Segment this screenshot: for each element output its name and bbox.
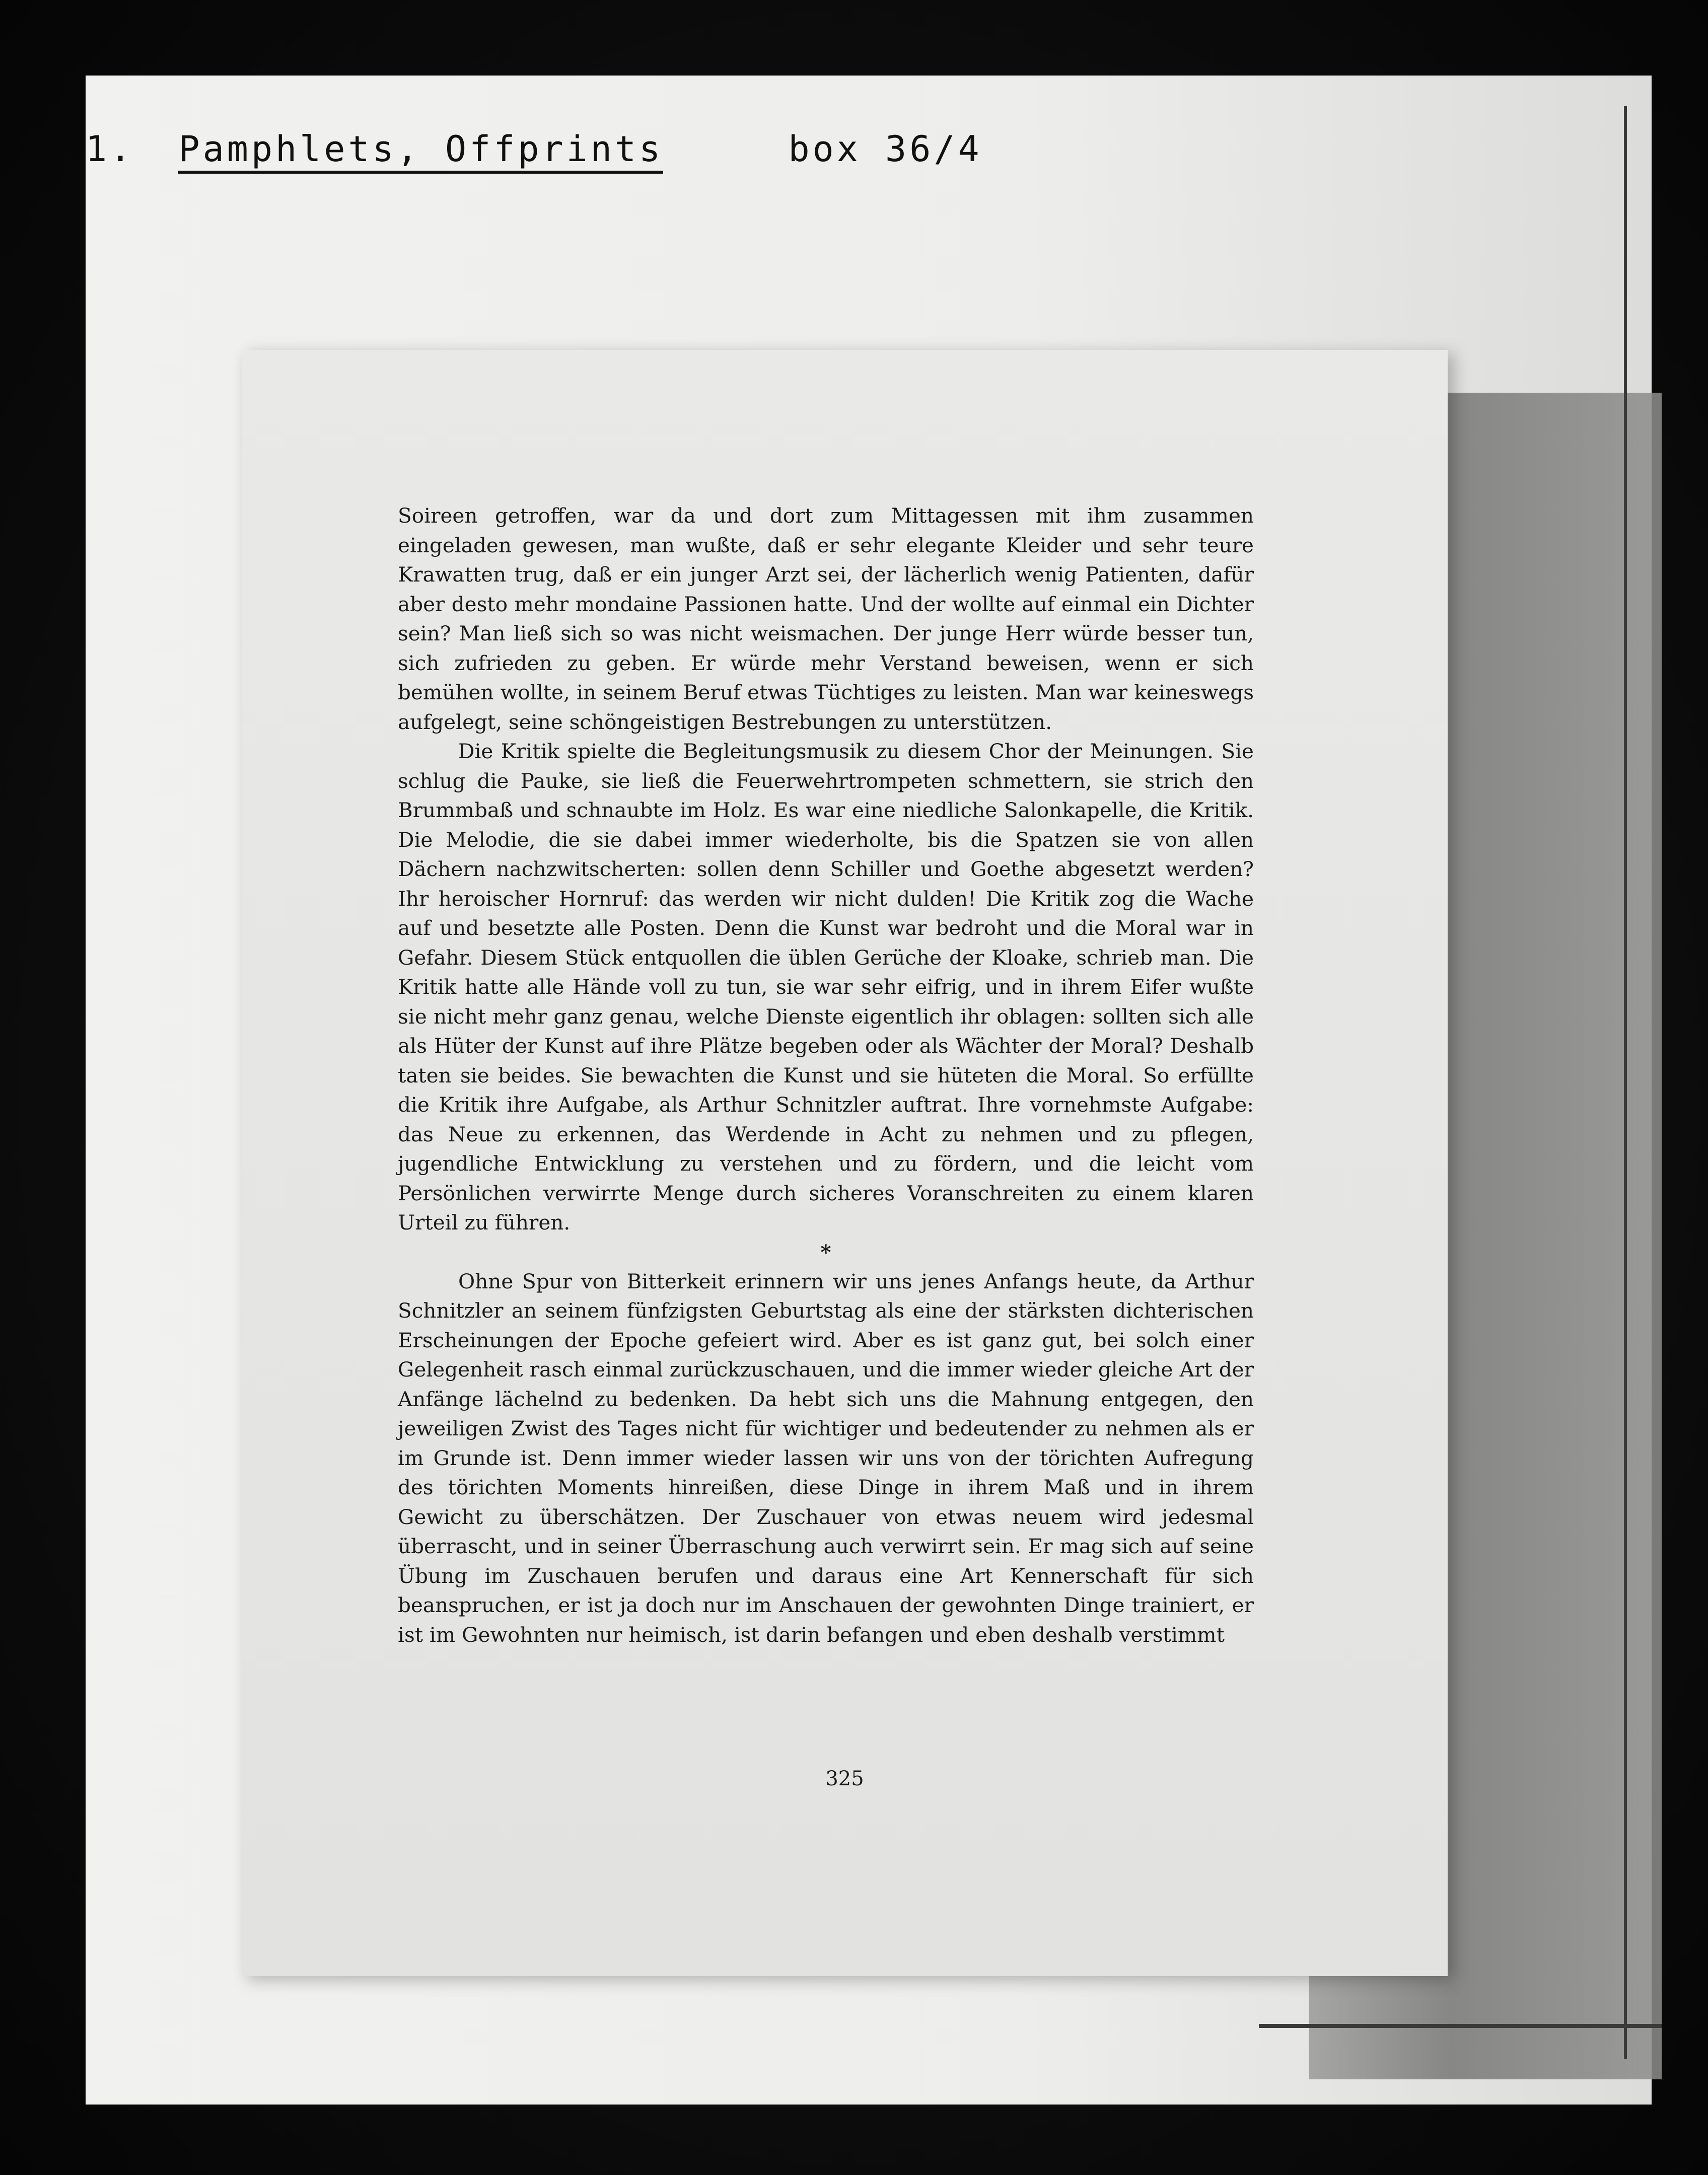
book-page <box>242 350 1448 1976</box>
sheet-edge-right <box>1624 106 1627 2059</box>
archive-header <box>86 128 982 170</box>
header-box-number: box 36/4 <box>788 128 982 170</box>
section-break: * <box>820 1240 831 1264</box>
sheet-edge-bottom <box>1259 2024 1662 2028</box>
page-number: 325 <box>825 1767 864 1790</box>
paragraph-1: Soireen getroffen, war da und dort zum Mittagessen mit ihm zusammen eingeladen gewesen, man wußte, daß er sehr elegante Kleider und sehr teure Krawatten trug, daß er ein junger Arzt sei, der lächerlich wenig Patienten, dafür aber desto mehr mondaine Passionen hatte. Und der wollte auf einmal ein Dichter sein? Man ließ sich so was nicht weismachen. Der junge Herr würde besser tun, sich zufrieden zu geben. Er würde mehr Verstand beweisen, wenn er sich bemühen wollte, in seinem Beruf etwas Tüchtiges zu leisten. Man war keineswegs aufgelegt, seine schöngeistigen Bestrebungen zu unterstützen. <box>398 503 1254 734</box>
paragraph-3: Ohne Spur von Bitterkeit erinnern wir uns jenes Anfangs heute, da Arthur Schnitzler an seinem fünfzigsten Geburtstag als eine der stärksten dichterischen Erscheinungen der Epoche gefeiert wird. Aber es ist ganz gut, bei solch einer Gelegenheit rasch einmal zurückzuschauen, und die immer wieder gleiche Art der Anfänge lächelnd zu bedenken. Da hebt sich uns die Mahnung entgegen, den jeweiligen Zwist des Tages nicht für wichtiger und bedeutender zu nehmen als er im Grunde ist. Denn immer wieder lassen wir uns von der törichten Aufregung des törichten Moments hinreißen, diese Dinge in ihrem Maß und in ihrem Gewicht zu überschätzen. Der Zuschauer von etwas neuem wird jedesmal überrascht, und in seiner Überraschung auch verwirrt sein. Er mag sich auf seine Übung im Zuschauen berufen und daraus eine Art Kennerschaft für sich beanspruchen, er ist ja doch nur im Anschauen der gewohnten Dinge trainiert, er ist im Gewohnten nur heimisch, ist darin befangen und eben deshalb verstimmt <box>398 1269 1254 1647</box>
page-body <box>398 501 1254 1649</box>
header-index: 1. <box>86 128 134 170</box>
paragraph-2: Die Kritik spielte die Begleitungsmusik zu diesem Chor der Meinungen. Sie schlug die Pauke, sie ließ die Feuerwehrtrompeten schmettern, sie strich den Brummbaß und schnaubte im Holz. Es war eine niedliche Salonkapelle, die Kritik. Die Melodie, die sie dabei immer wiederholte, bis die Spatzen sie von allen Dächern nachzwitscherten: sollen denn Schiller und Goethe abgesetzt werden? Ihr heroischer Hornruf: das werden wir nicht dulden! Die Kritik zog die Wache auf und besetzte alle Posten. Denn die Kunst war bedroht und die Moral war in Gefahr. Diesem Stück entquollen die üblen Gerüche der Kloake, schrieb man. Die Kritik hatte alle Hände voll zu tun, sie war sehr eifrig, und in ihrem Eifer wußte sie nicht mehr ganz genau, welche Dienste eigentlich ihr oblagen: sollten sich alle als Hüter der Kunst auf ihre Plätze begeben oder als Wächter der Moral? Deshalb taten sie beides. Sie bewachten die Kunst und sie hüteten die Moral. So erfüllte die Kritik ihre Aufgabe, als Arthur Schnitzler auftrat. Ihre vornehmste Aufgabe: das Neue zu erkennen, das Werdende in Acht zu nehmen und zu pflegen, jugendliche Entwicklung zu verstehen und zu fördern, und die leicht vom Persönlichen verwirrte Menge durch sicheres Voranschreiten zu einem klaren Urteil zu führen. <box>398 739 1254 1235</box>
header-title: Pamphlets, Offprints <box>178 128 663 174</box>
